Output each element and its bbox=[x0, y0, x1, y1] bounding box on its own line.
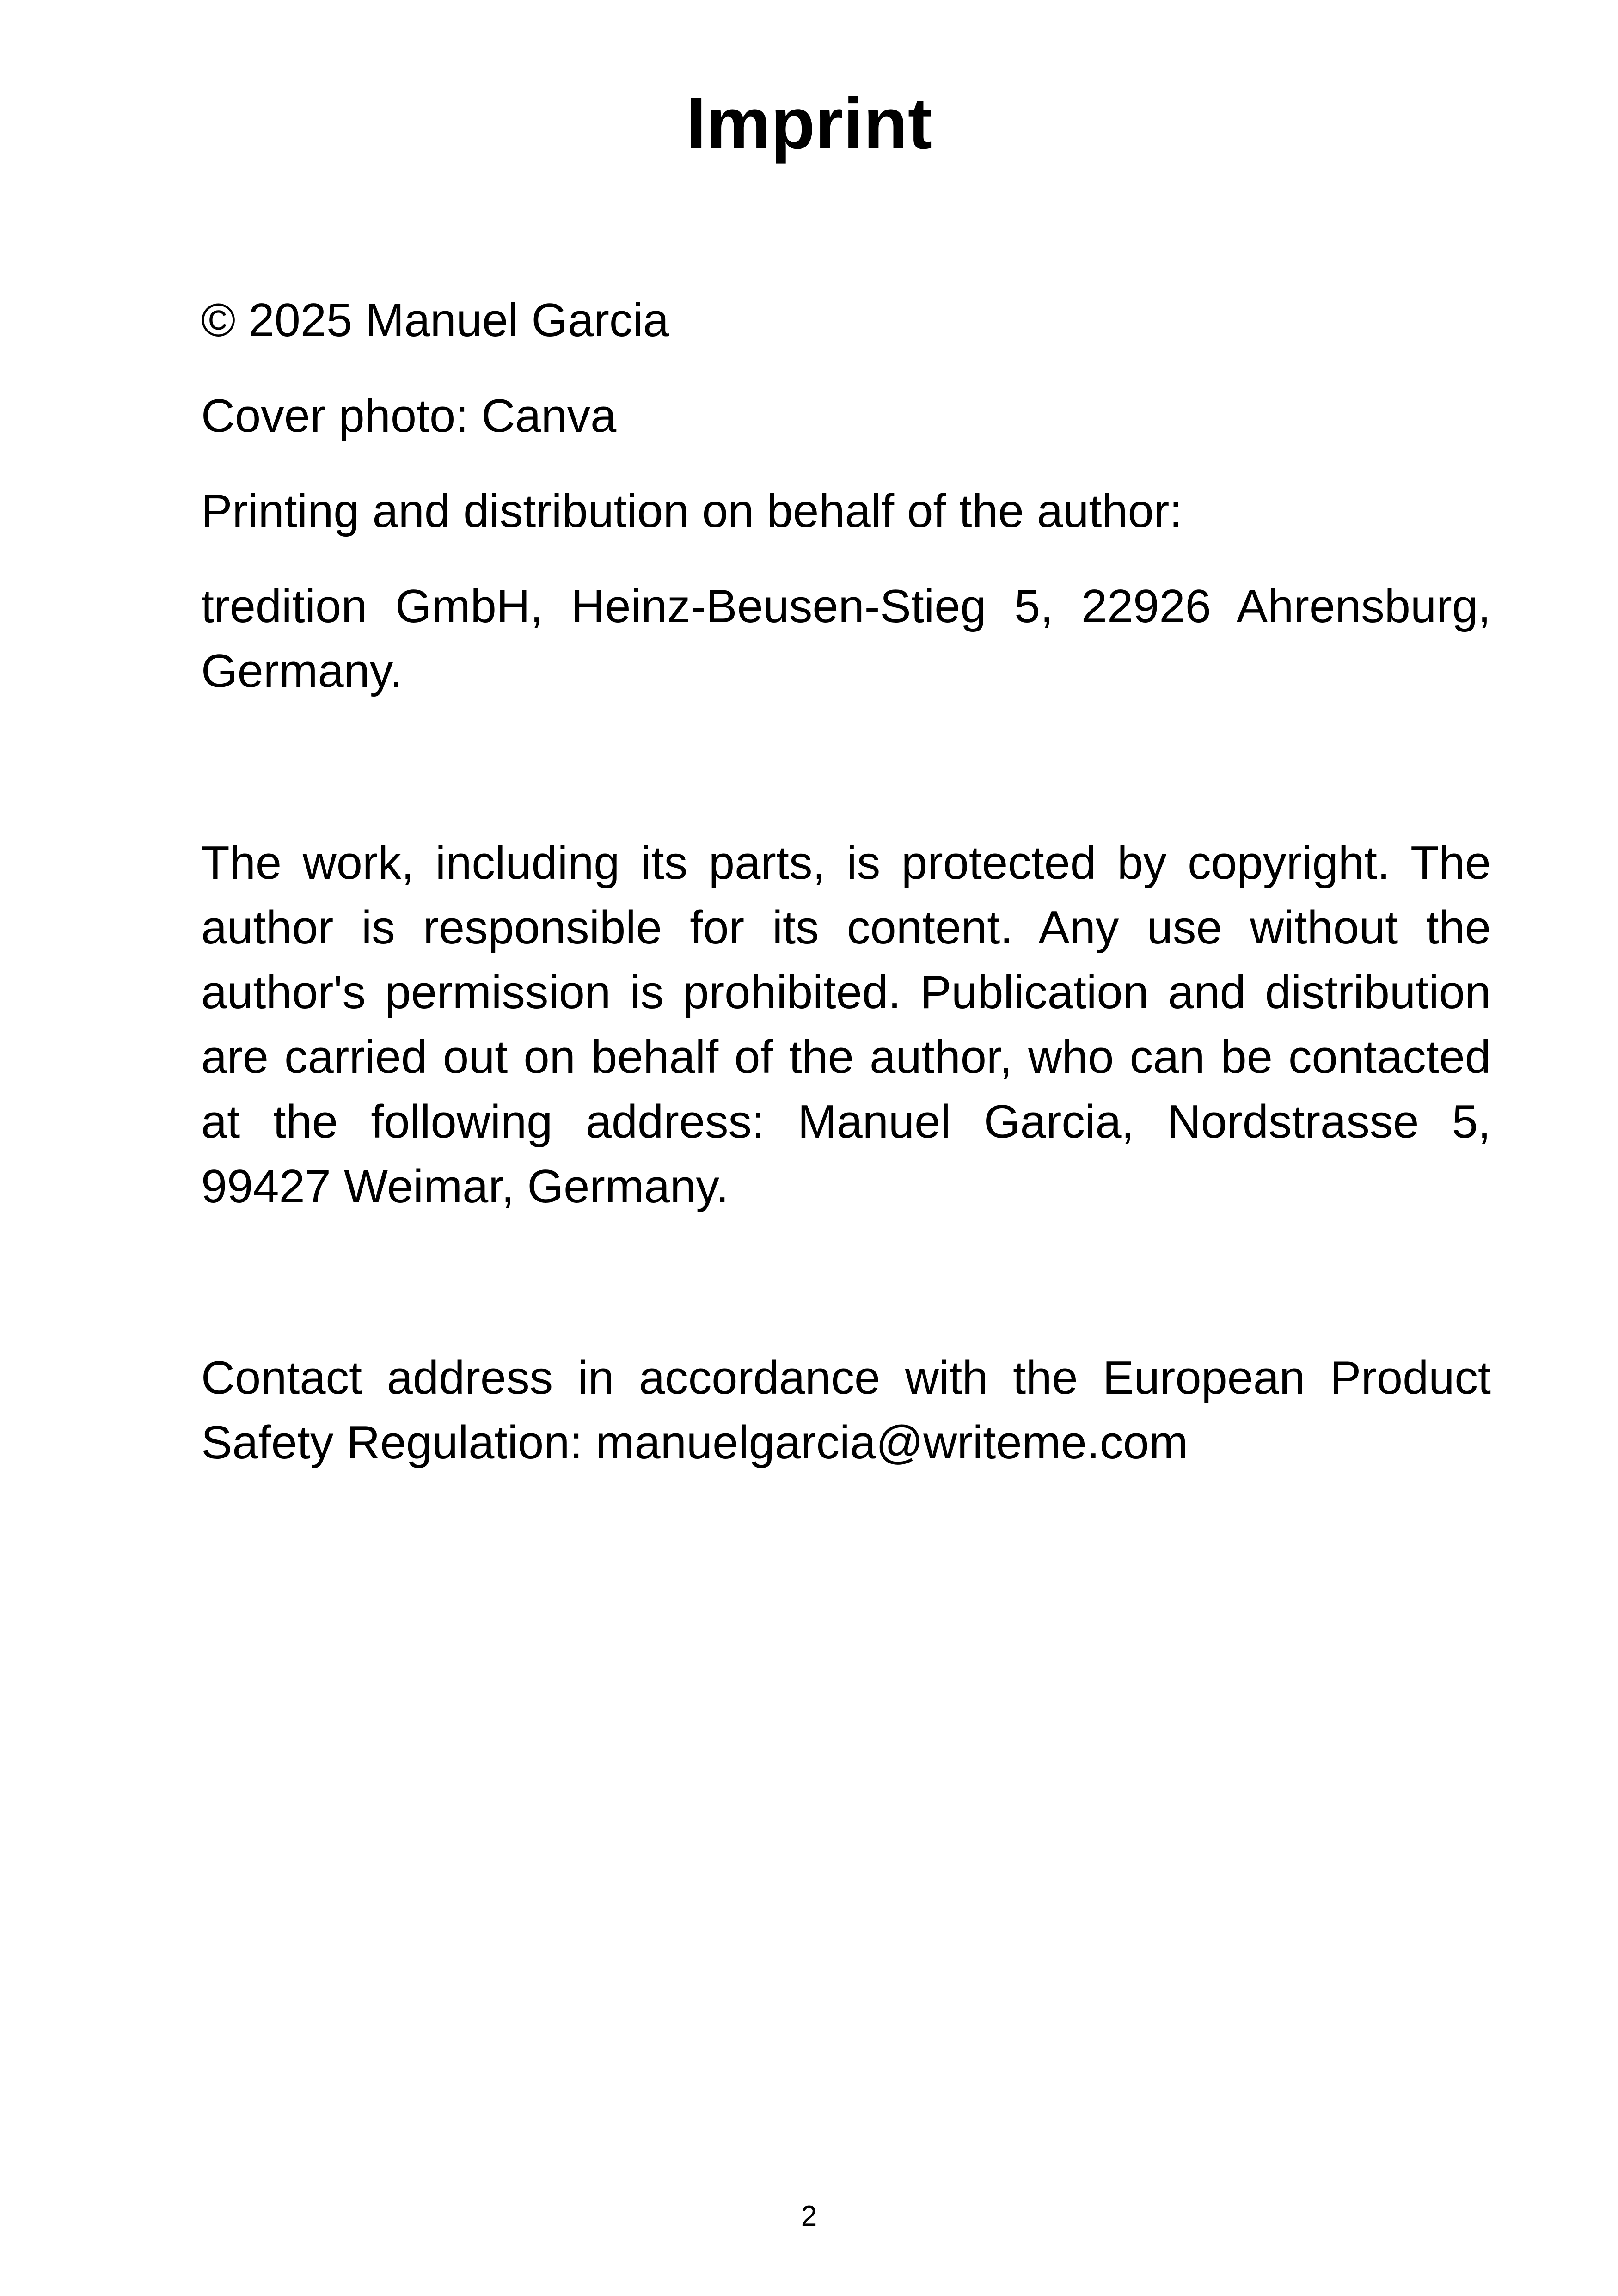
page-title: Imprint bbox=[686, 83, 932, 164]
product-safety-contact-paragraph: Contact address in accordance with the European Product Safety Regulation: manuelgarcia@writeme.com bbox=[201, 1352, 1491, 1469]
publisher-address: tredition GmbH, Heinz-Beusen-Stieg 5, 22926 Ahrensburg, Germany. bbox=[201, 581, 1491, 697]
copyright-notice-paragraph: The work, including its parts, is protected by copyright. The author is responsible for its content. Any use without the author's permission is prohibited. Publication and distribution are carried out on behalf of the author, who can be contacted at the following address: Manuel Garcia, Nordstrasse 5, 99427 Weimar, Germany. bbox=[201, 837, 1491, 1212]
page-number: 2 bbox=[801, 2200, 817, 2232]
copyright-line: © 2025 Manuel Garcia bbox=[201, 294, 669, 346]
printing-distribution-line: Printing and distribution on behalf of the author: bbox=[201, 485, 1183, 537]
cover-photo-credit: Cover photo: Canva bbox=[201, 390, 617, 442]
